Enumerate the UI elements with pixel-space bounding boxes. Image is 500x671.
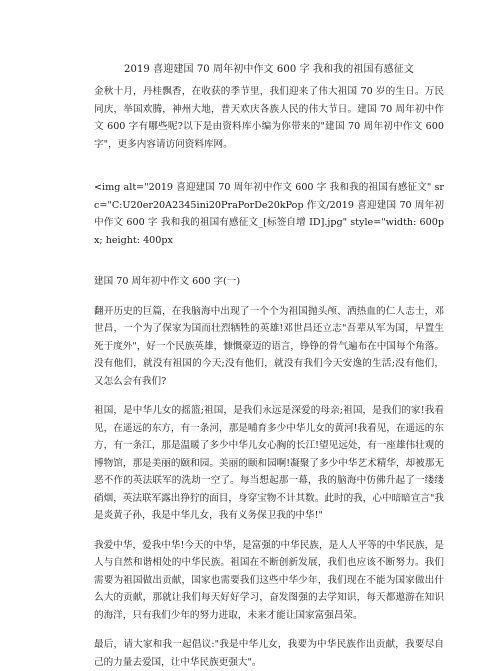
body-paragraph-1: 翻开历史的巨篇，在我脑海中出现了一个个为祖国抛头颅、洒热血的仁人志士，邓世昌，一个为了保家为国而壮烈牺牲的英雄!邓世昌还立志"吾辈从军为国，早置生死于度外"，好一个民族英雄，慷慨豪迈的语言，铮铮的骨气遍布在中国每个角落。没有他们，就没有祖国的今天;没有他们，就没有我们今天安逸的生活;没有他们，又怎么会有我们? [94, 305, 444, 387]
body-paragraph-4: 最后，请大家和我一起倡议:"我是中华儿女，我要为中华民族作出贡献，我要尽自己的力量去爱国，让中华民族更强大"。 [94, 639, 444, 668]
intro-paragraph: 金秋十月，丹桂飘香，在收获的季节里，我们迎来了伟大祖国 70 岁的生日。万民同庆，举国欢腾，神州大地，普天欢庆各族人民的伟大节日。建国 70 周年初中作文 600 字有哪些呢?以下是由资料库小编为你带来的"建国 70 周年初中作文 600 字"，更多内容请访问资料库网。 [94, 86, 444, 150]
article-title: 2019 喜迎建国 70 周年初中作文 600 字 我和我的祖国有感征文 [124, 64, 414, 75]
body-paragraph-2: 祖国，是中华儿女的摇篮;祖国，是我们永远是深爱的母亲;祖国，是我们的家!我看见，在遥远的东方，有一条河，那是哺育多少中华儿女的黄河!我看见，在遥远的东方，有一条江，那是温暖了多少中华儿女心胸的长江!望见远处，有一座雄伟壮观的博物馆，那是美丽的颐和园。美丽的颐和园啊!凝聚了多少中华艺术精华，却被那无恶不作的英法联军的洗劫一空了。每当想起那一幕，我的脑海中仿佛升起了一缕缕硝烟，英法联军露出狰狞的面目，身穿宝物不计其数。此时的我，心中暗暗宣言"我是炎黄子孙，我是中华儿女，我有义务保卫我的中华!" [94, 405, 444, 521]
section-heading: 建国 70 周年初中作文 600 字(一) [94, 276, 241, 287]
image-markup-text: <img alt="2019 喜迎建国 70 周年初中作文 600 字 我和我的祖国有感征文" src="C:U20er20A2345ini20PraPorDe20kPop 作文/2019 喜迎建国 70 周年初中作文 600 字 我和我的祖国有感征文_[标签自增 ID].jpg" style="width: 600px; height: 400px [94, 182, 444, 246]
body-paragraph-3: 我爱中华，爱我中华!今天的中华，是富强的中华民族，是人人平等的中华民族，是人与自然和谐相处的中华民族。祖国在不断创新发展，我们也应该不断努力。我们需要为祖国做出贡献，国家也需要我们这些中华少年，我们现在不能为国家做出什么大的贡献，那就让我们每天好好学习，奋发图强的去学知识，每天都遨游在知识的海洋，只有我们少年的努力进取，未来才能让国家富强昌荣。 [94, 539, 444, 621]
